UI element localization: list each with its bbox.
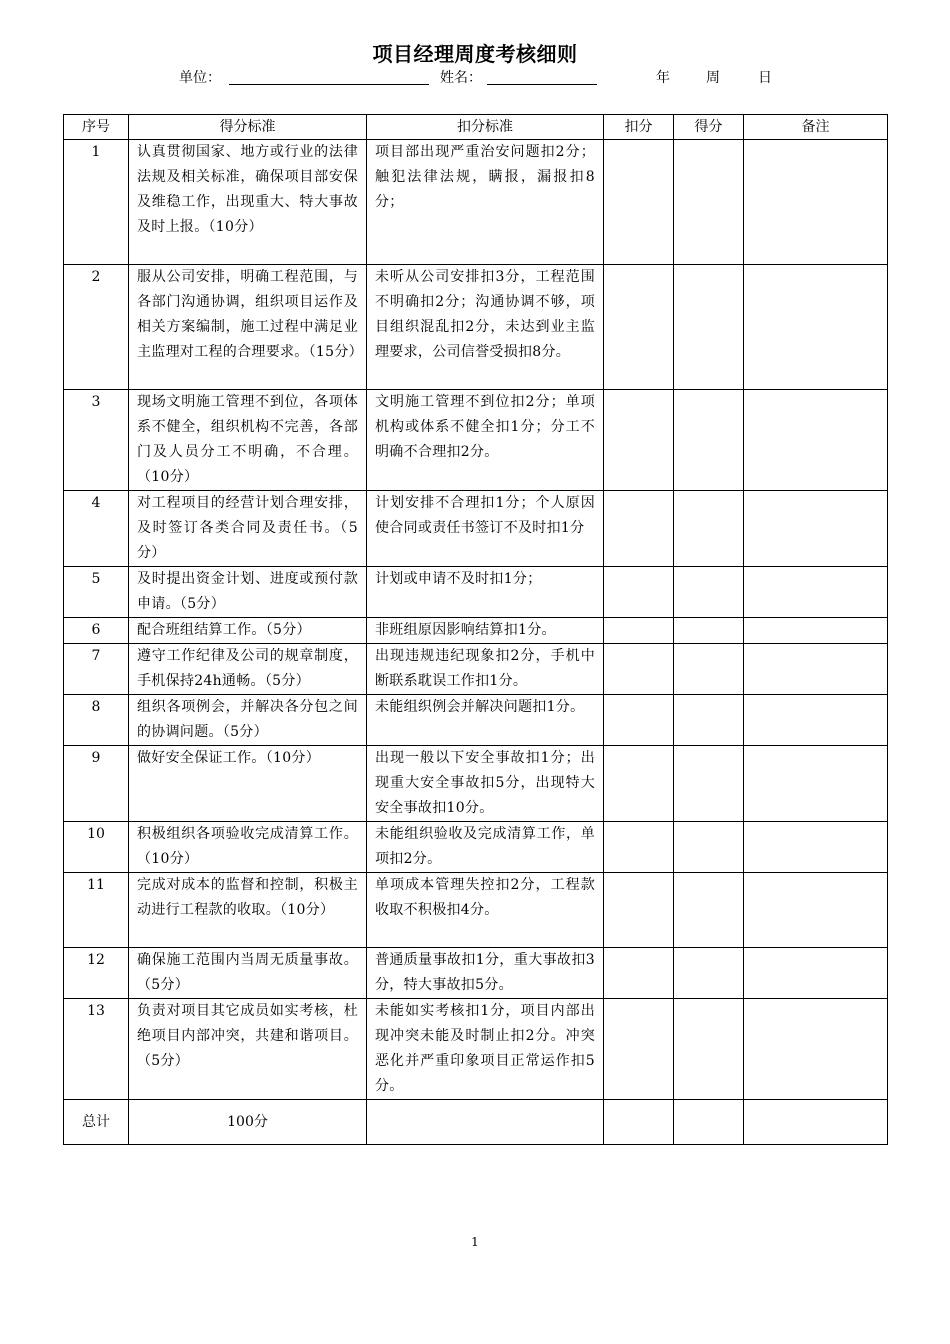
- score-cell: [674, 265, 744, 390]
- deduction-standard-cell: 计划或申请不及时扣1分；: [367, 567, 604, 618]
- score-standard-cell: 服从公司安排，明确工程范围，与各部门沟通协调，组织项目运作及相关方案编制，施工过程中满足业主监理对工程的合理要求。（15分）: [129, 265, 367, 390]
- score-standard-cell: 组织各项例会，并解决各分包之间的协调问题。（5分）: [129, 695, 367, 746]
- deduction-standard-cell: 非班组原因影响结算扣1分。: [367, 618, 604, 644]
- score-cell: [674, 746, 744, 822]
- row-number: 7: [64, 644, 129, 695]
- header-deduction: 扣分: [604, 115, 674, 140]
- name-label: 姓名：: [440, 70, 482, 86]
- row-number: 6: [64, 618, 129, 644]
- score-standard-cell: 做好安全保证工作。（10分）: [129, 746, 367, 822]
- score-standard-cell: 确保施工范围内当周无质量事故。（5分）: [129, 948, 367, 999]
- score-standard-cell: 现场文明施工管理不到位，各项体系不健全，组织机构不完善，各部门及人员分工不明确，不合理。（10分）: [129, 390, 367, 491]
- row-number: 13: [64, 999, 129, 1100]
- row-number: 8: [64, 695, 129, 746]
- header-score: 得分: [674, 115, 744, 140]
- deduction-cell: [604, 265, 674, 390]
- table-row: [64, 618, 888, 644]
- header-no: 序号: [64, 115, 129, 140]
- assessment-table: [63, 114, 888, 1145]
- row-number: 9: [64, 746, 129, 822]
- deduction-cell: [604, 618, 674, 644]
- remarks-cell: [744, 999, 888, 1100]
- total-value: 100分: [129, 1100, 367, 1145]
- score-cell: [674, 695, 744, 746]
- table-row: [64, 695, 888, 746]
- remarks-cell: [744, 491, 888, 567]
- deduction-cell: [604, 746, 674, 822]
- remarks-cell: [744, 644, 888, 695]
- table-body: [64, 140, 888, 1100]
- remarks-cell: [744, 390, 888, 491]
- deduction-standard-cell: 出现一般以下安全事故扣1分；出现重大安全事故扣5分，出现特大安全事故扣10分。: [367, 746, 604, 822]
- score-standard-cell: 对工程项目的经营计划合理安排，及时签订各类合同及责任书。（5分）: [129, 491, 367, 567]
- score-standard-cell: 积极组织各项验收完成清算工作。（10分）: [129, 822, 367, 873]
- remarks-cell: [744, 948, 888, 999]
- row-number: 5: [64, 567, 129, 618]
- score-cell: [674, 822, 744, 873]
- deduction-cell: [604, 390, 674, 491]
- year-label: 年: [656, 70, 670, 86]
- table-row: [64, 948, 888, 999]
- remarks-cell: [744, 265, 888, 390]
- table-row: [64, 822, 888, 873]
- page-number: 1: [471, 1235, 479, 1249]
- total-score-cell: [674, 1100, 744, 1145]
- deduction-standard-cell: 项目部出现严重治安问题扣2分；触犯法律法规，瞒报，漏报扣8分；: [367, 140, 604, 265]
- score-standard-cell: 完成对成本的监督和控制，积极主动进行工程款的收取。（10分）: [129, 873, 367, 948]
- score-standard-cell: 认真贯彻国家、地方或行业的法律法规及相关标准，确保项目部安保及维稳工作，出现重大、特大事故及时上报。（10分）: [129, 140, 367, 265]
- row-number: 3: [64, 390, 129, 491]
- unit-underline: [229, 84, 429, 85]
- score-standard-cell: 负责对项目其它成员如实考核，杜绝项目内部冲突，共建和谐项目。（5分）: [129, 999, 367, 1100]
- row-number: 11: [64, 873, 129, 948]
- score-standard-cell: 及时提出资金计划、进度或预付款申请。（5分）: [129, 567, 367, 618]
- row-number: 1: [64, 140, 129, 265]
- table-row: [64, 140, 888, 265]
- score-cell: [674, 140, 744, 265]
- score-cell: [674, 567, 744, 618]
- deduction-standard-cell: 未能如实考核扣1分，项目内部出现冲突未能及时制止扣2分。冲突恶化并严重印象项目正常运作扣5分。: [367, 999, 604, 1100]
- row-number: 12: [64, 948, 129, 999]
- deduction-cell: [604, 999, 674, 1100]
- header-score-standard: 得分标准: [129, 115, 367, 140]
- score-cell: [674, 644, 744, 695]
- deduction-cell: [604, 491, 674, 567]
- score-cell: [674, 948, 744, 999]
- deduction-standard-cell: 计划安排不合理扣1分；个人原因使合同或责任书签订不及时扣1分: [367, 491, 604, 567]
- deduction-standard-cell: 出现违规违纪现象扣2分，手机中断联系耽误工作扣1分。: [367, 644, 604, 695]
- table-row: [64, 873, 888, 948]
- remarks-cell: [744, 822, 888, 873]
- table-row: [64, 265, 888, 390]
- deduction-standard-cell: 单项成本管理失控扣2分，工程款收取不积极扣4分。: [367, 873, 604, 948]
- score-cell: [674, 491, 744, 567]
- deduction-cell: [604, 948, 674, 999]
- table-row: [64, 999, 888, 1100]
- score-standard-cell: 遵守工作纪律及公司的规章制度，手机保持24h通畅。（5分）: [129, 644, 367, 695]
- table-row: [64, 390, 888, 491]
- deduction-cell: [604, 873, 674, 948]
- remarks-cell: [744, 618, 888, 644]
- day-label: 日: [758, 70, 772, 86]
- score-cell: [674, 390, 744, 491]
- score-standard-cell: 配合班组结算工作。（5分）: [129, 618, 367, 644]
- header-deduction-standard: 扣分标准: [367, 115, 604, 140]
- deduction-standard-cell: 未听从公司安排扣3分，工程范围不明确扣2分；沟通协调不够，项目组织混乱扣2分，未达到业主监理要求，公司信誉受损扣8分。: [367, 265, 604, 390]
- remarks-cell: [744, 746, 888, 822]
- remarks-cell: [744, 695, 888, 746]
- total-deduction-cell: [604, 1100, 674, 1145]
- name-underline: [487, 84, 597, 85]
- deduction-cell: [604, 822, 674, 873]
- header-meta: [0, 67, 950, 89]
- table-row: [64, 491, 888, 567]
- table-row: [64, 644, 888, 695]
- table-header-row: [64, 115, 888, 140]
- deduction-cell: [604, 567, 674, 618]
- deduction-standard-cell: 未能组织例会并解决问题扣1分。: [367, 695, 604, 746]
- total-deduct-cell: [367, 1100, 604, 1145]
- score-cell: [674, 618, 744, 644]
- document-title: 项目经理周度考核细则: [372, 42, 578, 66]
- score-cell: [674, 999, 744, 1100]
- score-cell: [674, 873, 744, 948]
- deduction-cell: [604, 695, 674, 746]
- week-label: 周: [706, 70, 720, 86]
- total-label: 总计: [64, 1100, 129, 1145]
- deduction-standard-cell: 未能组织验收及完成清算工作，单项扣2分。: [367, 822, 604, 873]
- deduction-standard-cell: 普通质量事故扣1分，重大事故扣3分，特大事故扣5分。: [367, 948, 604, 999]
- deduction-cell: [604, 140, 674, 265]
- row-number: 4: [64, 491, 129, 567]
- deduction-standard-cell: 文明施工管理不到位扣2分；单项机构或体系不健全扣1分；分工不明确不合理扣2分。: [367, 390, 604, 491]
- row-number: 10: [64, 822, 129, 873]
- header-remarks: 备注: [744, 115, 888, 140]
- table-row: [64, 567, 888, 618]
- row-number: 2: [64, 265, 129, 390]
- remarks-cell: [744, 140, 888, 265]
- table-row: [64, 746, 888, 822]
- total-row: [64, 1100, 888, 1145]
- remarks-cell: [744, 873, 888, 948]
- unit-label: 单位：: [179, 70, 221, 86]
- remarks-cell: [744, 567, 888, 618]
- deduction-cell: [604, 644, 674, 695]
- total-remarks-cell: [744, 1100, 888, 1145]
